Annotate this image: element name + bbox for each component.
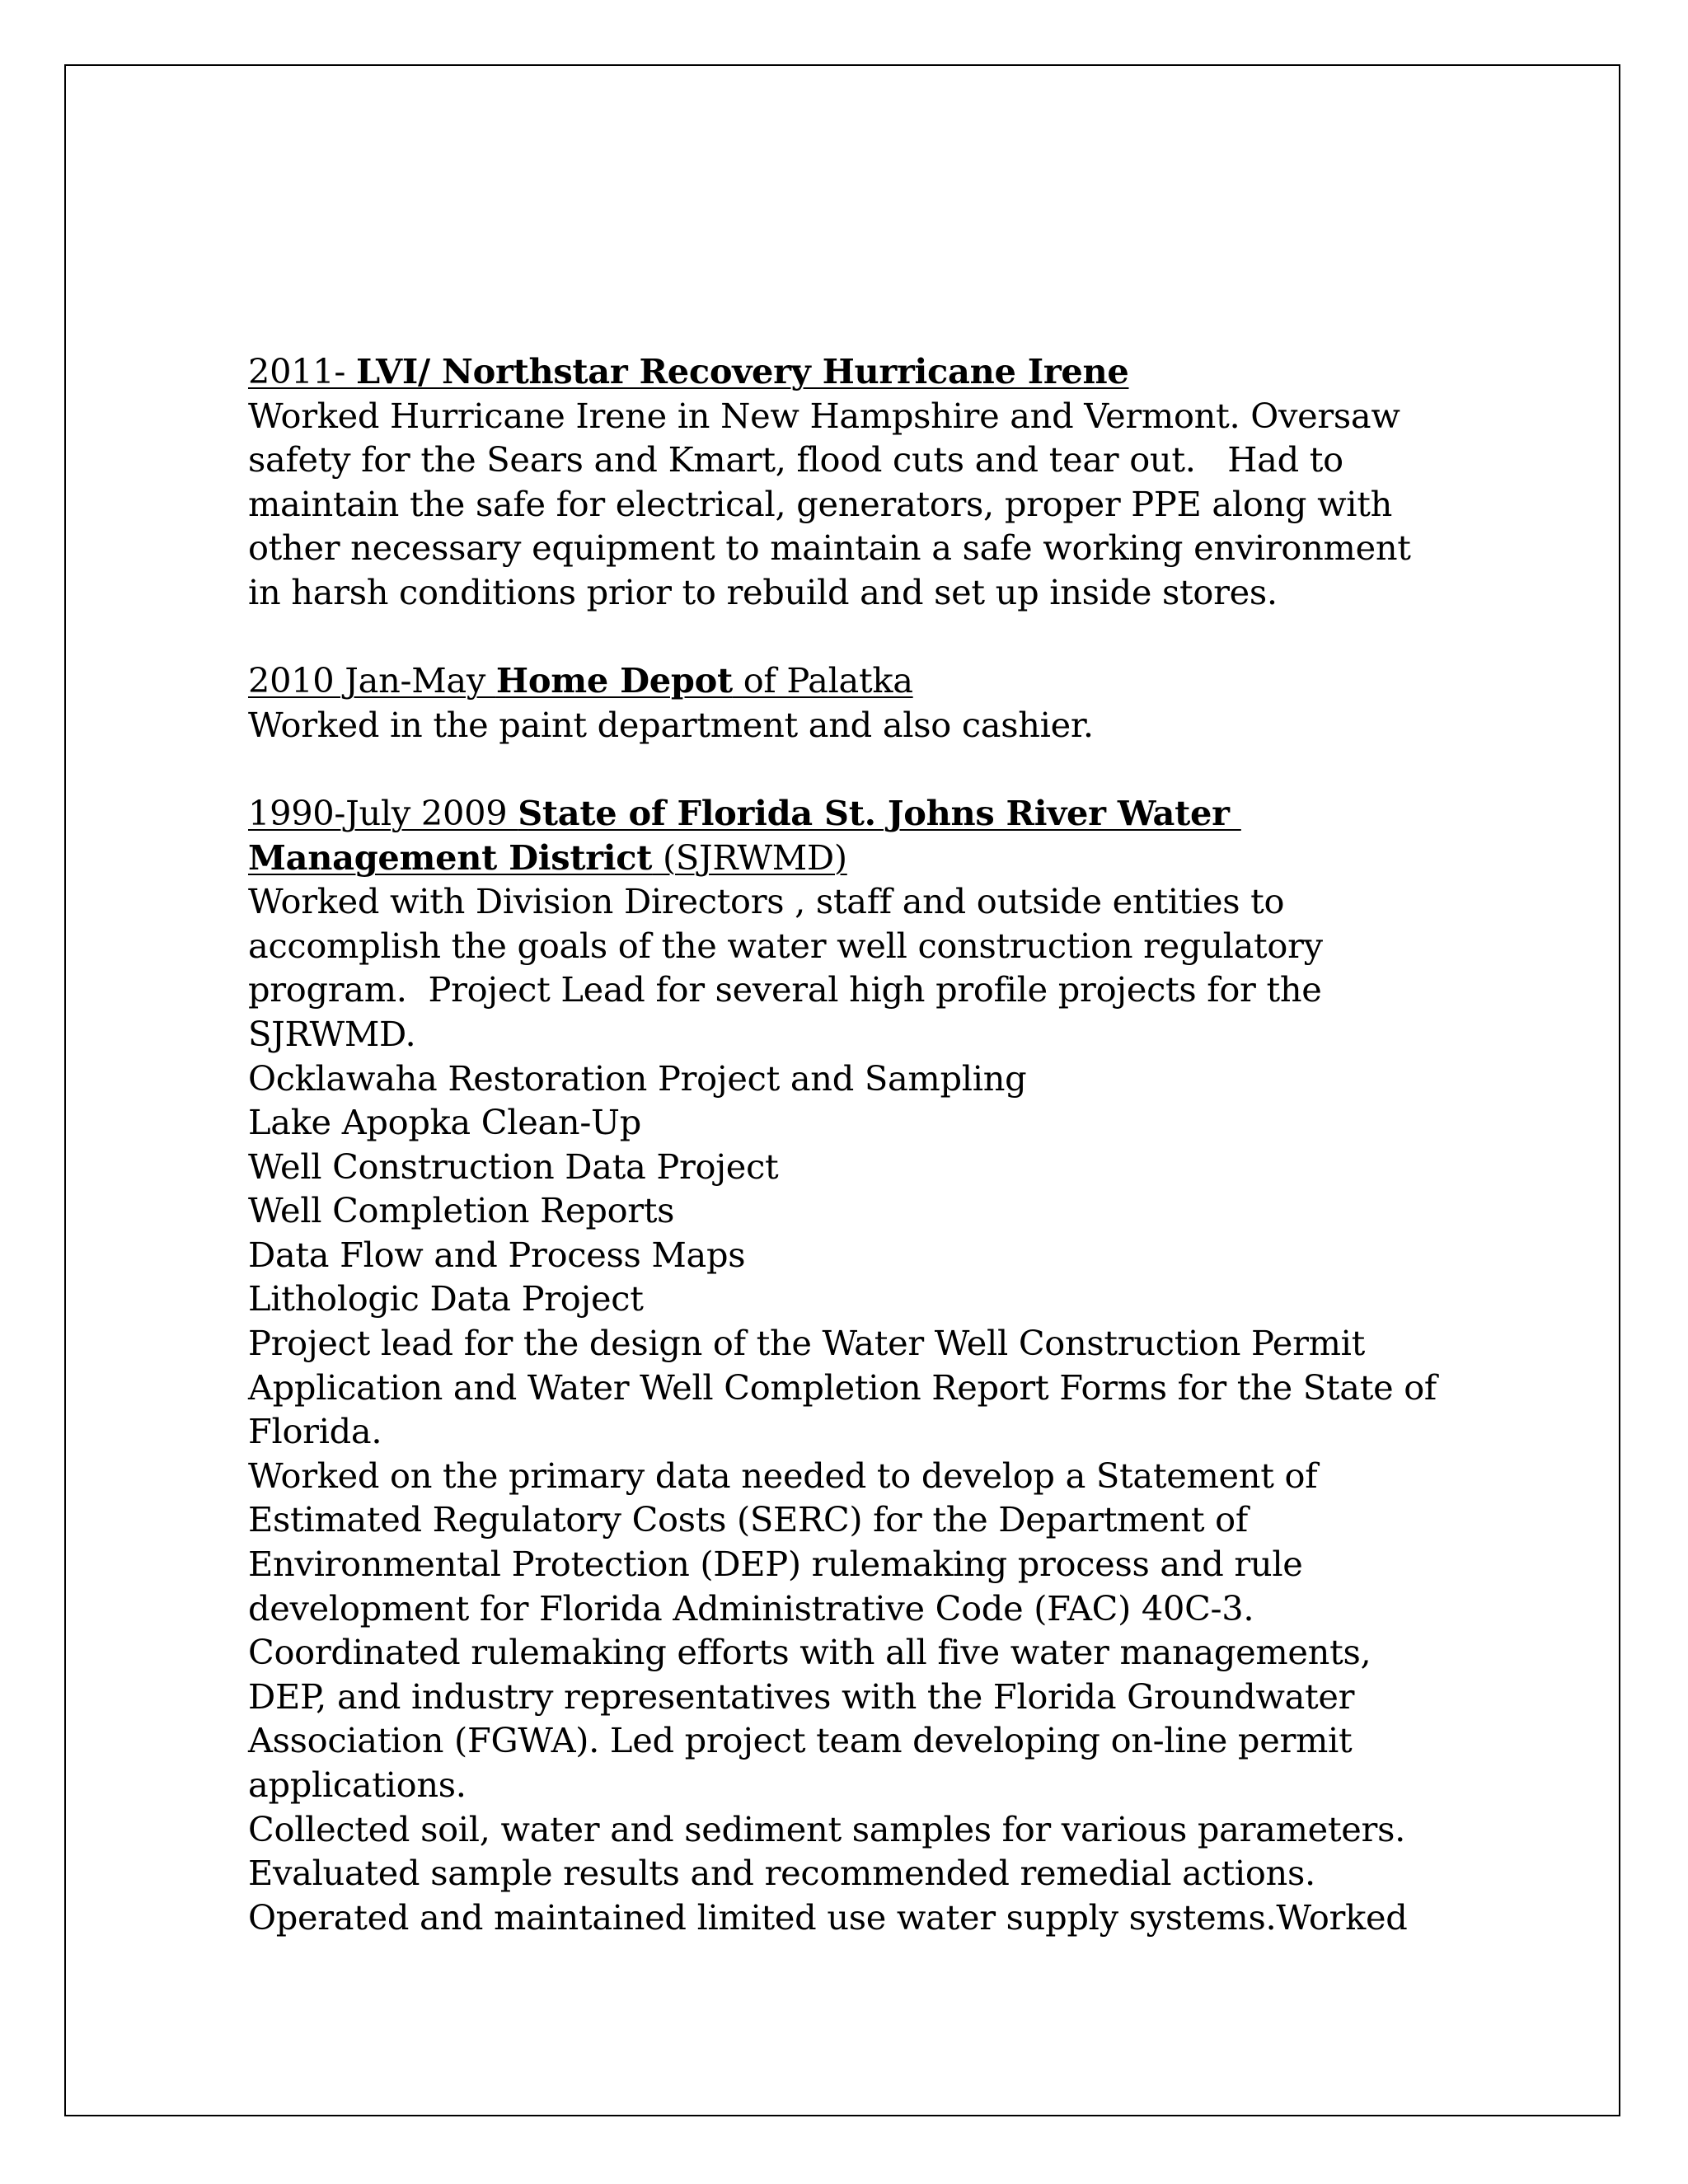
sjrwmd-line: Worked on the primary data needed to develop a Statement of <box>248 1455 1318 1496</box>
sjrwmd-line: SJRWMD. <box>248 1013 416 1054</box>
lvi-line: in harsh conditions prior to rebuild and set up inside stores. <box>248 571 1278 612</box>
sjrwmd-abbr: (SJRWMD) <box>652 837 847 878</box>
project-item: Lithologic Data Project <box>248 1278 644 1319</box>
lvi-line: maintain the safe for electrical, generators, proper PPE along with <box>248 483 1393 524</box>
sjrwmd-line: Environmental Protection (DEP) rulemaking process and rule <box>248 1544 1303 1585</box>
project-item: Ocklawaha Restoration Project and Sampling <box>248 1057 1027 1099</box>
lvi-heading <box>248 349 1501 394</box>
sjrwmd-line: Coordinated rulemaking efforts with all five water managements, <box>248 1632 1372 1673</box>
lvi-date: 2011- <box>248 351 357 391</box>
section-gap <box>248 615 1501 659</box>
sjrwmd-heading-line1 <box>248 791 1501 836</box>
sjrwmd-line: Project lead for the design of the Water Well Construction Permit <box>248 1323 1366 1364</box>
section-gap <box>248 747 1501 791</box>
sjrwmd-line: Worked with Division Directors , staff and outside entities to <box>248 881 1285 922</box>
sjrwmd-line: Collected soil, water and sediment samples for various parameters. <box>248 1808 1405 1849</box>
resume-content <box>248 349 1501 1939</box>
sjrwmd-line: DEP, and industry representatives with the Florida Groundwater <box>248 1675 1355 1717</box>
sjrwmd-line: Application and Water Well Completion Report Forms for the State of <box>248 1366 1437 1408</box>
homedepot-employer: Home Depot <box>495 660 733 701</box>
lvi-employer: LVI/ Northstar Recovery Hurricane Irene <box>356 351 1129 391</box>
sjrwmd-date: 1990-July 2009 <box>248 792 518 833</box>
lvi-line: safety for the Sears and Kmart, flood cuts and tear out. Had to <box>248 439 1343 480</box>
sjrwmd-line: Florida. <box>248 1411 382 1452</box>
homedepot-location: of Palatka <box>732 660 913 701</box>
homedepot-heading <box>248 658 1501 703</box>
project-item: Well Construction Data Project <box>248 1146 779 1187</box>
sjrwmd-line: Association (FGWA). Led project team developing on-line permit <box>248 1720 1353 1761</box>
sjrwmd-line: Estimated Regulatory Costs (SERC) for the Department of <box>248 1499 1248 1540</box>
project-item: Well Completion Reports <box>248 1190 675 1231</box>
project-item: Lake Apopka Clean-Up <box>248 1102 641 1143</box>
sjrwmd-line: Evaluated sample results and recommended remedial actions. <box>248 1853 1315 1894</box>
homedepot-date: 2010 Jan-May <box>248 660 496 701</box>
lvi-line: other necessary equipment to maintain a safe working environment <box>248 527 1411 569</box>
sjrwmd-line: accomplish the goals of the water well construction regulatory <box>248 925 1323 966</box>
sjrwmd-employer-part2: Management District <box>248 837 653 878</box>
homedepot-line: Worked in the paint department and also cashier. <box>248 704 1094 745</box>
sjrwmd-line: program. Project Lead for several high profile projects for the <box>248 969 1322 1010</box>
sjrwmd-heading-line2 <box>248 836 1501 880</box>
sjrwmd-line: applications. <box>248 1765 467 1805</box>
sjrwmd-line: development for Florida Administrative Code (FAC) 40C-3. <box>248 1587 1254 1629</box>
lvi-line: Worked Hurricane Irene in New Hampshire and Vermont. Oversaw <box>248 395 1400 436</box>
sjrwmd-line: Operated and maintained limited use water supply systems.Worked <box>248 1896 1408 1938</box>
project-item: Data Flow and Process Maps <box>248 1234 746 1275</box>
sjrwmd-employer-part1: State of Florida St. Johns River Water <box>518 792 1241 833</box>
